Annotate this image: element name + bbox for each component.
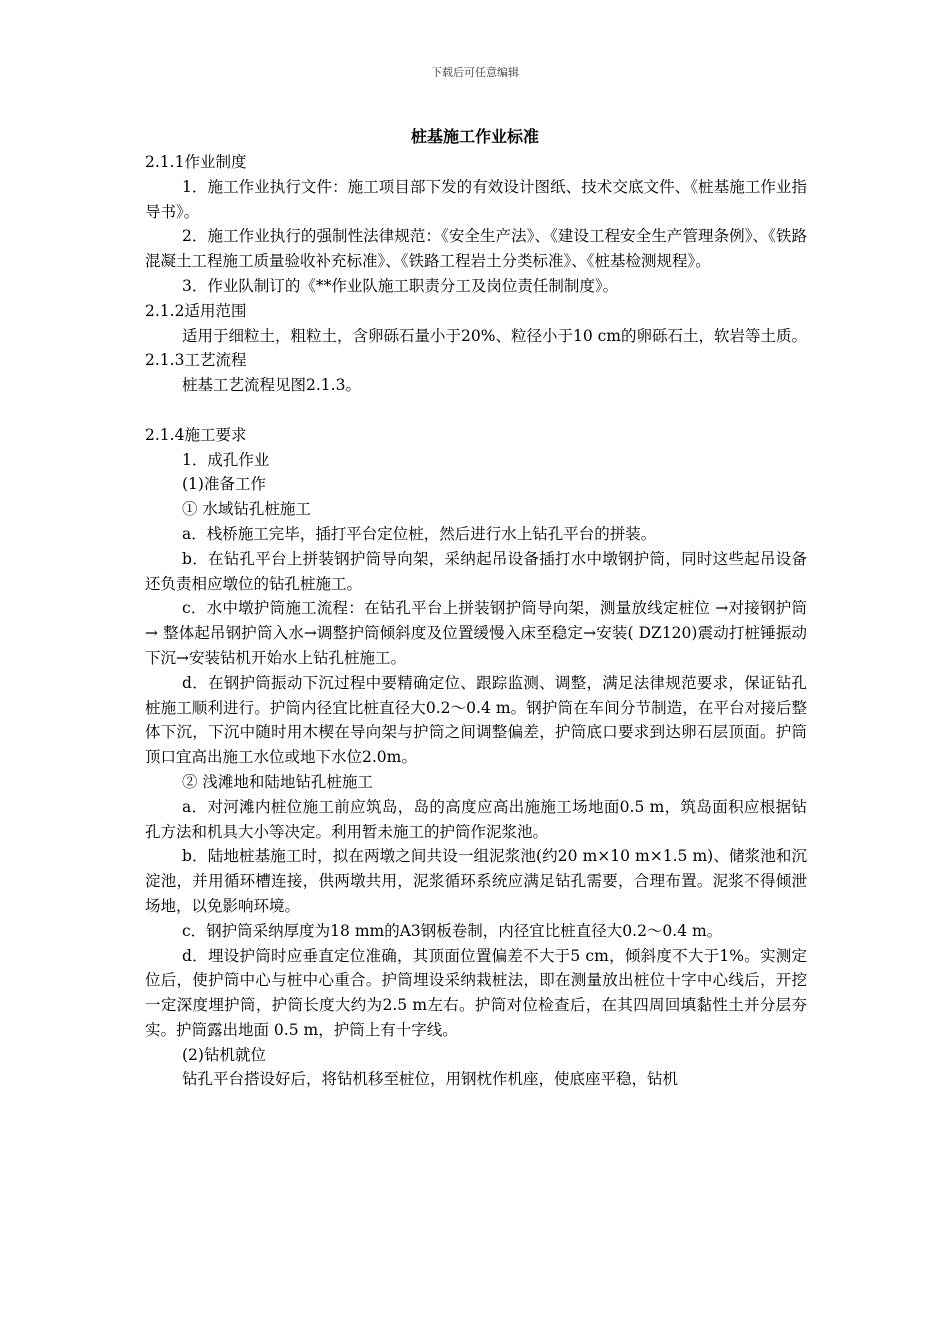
paragraph: 1．施工作业执行文件：施工项目部下发的有效设计图纸、技术交底文件、《桩基施工作业指导书》。 bbox=[145, 177, 807, 221]
paragraph: 桩基工艺流程见图2.1.3。 bbox=[182, 376, 361, 395]
paragraph: d．埋设护筒时应垂直定位准确，其顶面位置偏差不大于5 cm，倾斜度不大于1%。实测定位后，使护筒中心与桩中心重合。护筒埋设采纳栽桩法，即在测量放出桩位十字中心线后，开挖一定深度埋护筒，护筒长度大约为2.5 m左右。护筒对位检查后，在其四周回填黏性土并分层夯实。护筒露出地面 0.5 m，护筒上有十字线。 bbox=[145, 946, 807, 1039]
section-heading-2-1-4: 2.1.4施工要求 bbox=[145, 425, 247, 444]
paragraph: c．水中墩护筒施工流程：在钻孔平台上拼装钢护筒导向架，测量放线定桩位 →对接钢护筒 → 整体起吊钢护筒入水→调整护筒倾斜度及位置缓慢入床至稳定→安装( DZ120)震动打桩锤振动下沉→安装钻机开始水上钻孔桩施工。 bbox=[145, 599, 807, 667]
paragraph: b．在钻孔平台上拼装钢护筒导向架，采纳起吊设备插打水中墩钢护筒，同时这些起吊设备还负责相应墩位的钻孔桩施工。 bbox=[145, 549, 807, 593]
section-heading-2-1-2: 2.1.2适用范围 bbox=[145, 301, 247, 320]
paragraph: (1)准备工作 bbox=[182, 475, 266, 494]
document-body bbox=[145, 150, 807, 1092]
paragraph: (2)钻机就位 bbox=[182, 1045, 266, 1064]
paragraph: ② 浅滩地和陆地钻孔桩施工 bbox=[182, 772, 373, 791]
paragraph: a．栈桥施工完毕，插打平台定位桩，然后进行水上钻孔平台的拼装。 bbox=[182, 524, 657, 543]
section-heading-2-1-3: 2.1.3工艺流程 bbox=[145, 351, 247, 370]
paragraph: 2．施工作业执行的强制性法律规范：《安全生产法》、《建设工程安全生产管理条例》、《铁路混凝土工程施工质量验收补充标准》、《铁路工程岩土分类标准》、《桩基检测规程》。 bbox=[145, 227, 807, 271]
paragraph: c．钢护筒采纳厚度为18 mm的A3钢板卷制，内径宜比桩直径大0.2～0.4 m。 bbox=[182, 921, 723, 940]
paragraph: ① 水域钻孔桩施工 bbox=[182, 500, 311, 519]
section-heading-2-1-1: 2.1.1作业制度 bbox=[145, 153, 247, 171]
document-title: 桩基施工作业标准 bbox=[410, 127, 539, 146]
page-header-note: 下载后可任意编辑 bbox=[431, 66, 519, 79]
blank-line bbox=[145, 398, 807, 423]
paragraph: 适用于细粒土，粗粒土，含卵砾石量小于20%、粒径小于10 cm的卵砾石土，软岩等土质。 bbox=[182, 326, 807, 345]
paragraph: d．在钢护筒振动下沉过程中要精确定位、跟踪监测、调整，满足法律规范要求，保证钻孔桩施工顺利进行。护筒内径宜比桩直径大0.2～0.4 m。钢护筒在车间分节制造，在平台对接后整体下沉，下沉中随时用木楔在导向架与护筒之间调整偏差，护筒底口要求到达卵石层顶面。护筒顶口宜高出施工水位或地下水位2.0m。 bbox=[145, 673, 807, 767]
paragraph: a．对河滩内桩位施工前应筑岛，岛的高度应高出施施工场地面0.5 m，筑岛面积应根据钻孔方法和机具大小等决定。利用暂未施工的护筒作泥浆池。 bbox=[145, 797, 807, 841]
paragraph: 1．成孔作业 bbox=[182, 450, 270, 469]
paragraph: 3．作业队制订的《**作业队施工职责分工及岗位责任制制度》。 bbox=[182, 276, 619, 295]
paragraph: 钻孔平台搭设好后，将钻机移至桩位，用钢枕作机座，使底座平稳，钻机 bbox=[182, 1070, 679, 1089]
paragraph: b．陆地桩基施工时，拟在两墩之间共设一组泥浆池(约20 m×10 m×1.5 m)、储浆池和沉淀池，并用循环槽连接，供两墩共用，泥浆循环系统应满足钻孔需要，合理布置。泥浆不得倾泄场地，以免影响环境。 bbox=[145, 847, 807, 915]
